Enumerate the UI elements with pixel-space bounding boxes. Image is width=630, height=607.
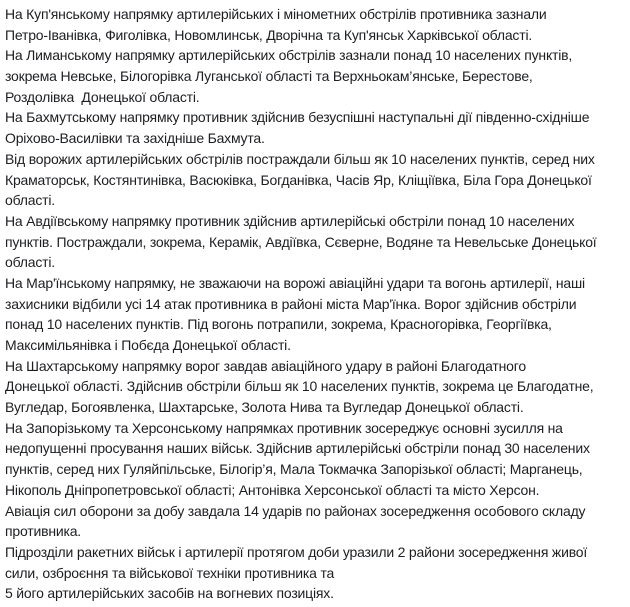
text-line: Максимільянівка і Побєда Донецької області. [5,337,291,353]
text-line: захисники відбили усі 14 атак противника в районі міста Мар'їнка. Ворог здійснив обстріли [5,295,577,312]
text-line: На Шахтарському напрямку ворог завдав авіаційного удару в районі Благодатного [5,357,526,374]
report-paragraph-shakhtarske-direction [5,356,625,418]
text-line: На Авдіївському напрямку противник здійснив артилерійські обстріли понад 10 населених [5,212,575,229]
text-line: Вугледар, Богоявленка, Шахтарське, Золота Нива та Вугледар Донецької області. [5,399,524,416]
text-line: пунктів. Постраждали, зокрема, Керамік, Авдіївка, Сєверне, Водяне та Невельське Донецької [5,233,597,250]
text-line: На Запорізькому та Херсонському напрямках противник зосереджує основні зусилля на [5,419,563,436]
text-line: На Куп'янському напрямку артилерійських і мінометних обстрілів противника зазнали [5,6,547,22]
text-line: На Мар'їнському напрямку, не зважаючи на ворожі авіаційні удари та вогонь артилерії, наші [5,274,585,291]
text-line: Краматорськ, Костянтинівка, Васюківка, Богданівка, Часів Яр, Кліщіївка, Біла Гора Донецької [5,171,592,188]
text-line: Від ворожих артилерійських обстрілів постраждали більш як 10 населених пунктів, серед них [5,150,595,167]
report-paragraph-aviation-and-artillery-strikes [5,501,625,604]
text-line: пунктів, серед них Гуляйпільське, Білогір’я, Мала Токмачка Запорізької області; Марганець, [5,461,583,478]
text-line: Оріхово-Василівки та західніше Бахмута. [5,130,265,147]
report-paragraph-lyman-direction [5,45,625,107]
report-paragraph-kupiansk-direction [5,4,625,45]
text-line: недопущенні просування наших військ. Здійснив артилерійські обстріли понад 30 населених [5,440,590,457]
report-paragraph-bakhmut-direction [5,107,625,210]
text-line: сили, озброєння та військової техніки противника та [5,564,335,581]
report-paragraph-marinka-direction [5,273,625,356]
text-line: противника. [5,523,81,540]
text-line: області. [5,192,55,209]
text-line: 5 його артилерійських засобів на вогневих позиціях. [5,585,334,602]
text-line: Підрозділи ракетних військ і артилерії протягом доби уразили 2 райони зосередження живої [5,543,588,560]
report-paragraph-avdiivka-direction [5,211,625,273]
text-line: Роздолівка Донецької області. [5,88,200,105]
text-line: зокрема Невське, Білогорівка Луганської області та Верхньокам’янське, Берестове, [5,68,533,85]
text-line: Донецької області. Здійснив обстріли більш як 10 населених пунктів, зокрема це Благодатне, [5,378,594,395]
text-line: Нікополь Дніпропетровської області; Антонівка Херсонської області та місто Херсон. [5,481,540,498]
text-line: понад 10 населених пунктів. Під вогонь потрапили, зокрема, Красногорівка, Георгіївка, [5,316,552,333]
text-line: Авіація сил оборони за добу завдала 14 ударів по районах зосередження особового складу [5,502,586,519]
text-line: області. [5,254,55,271]
text-line: На Лиманському напрямку артилерійських обстрілів зазнали понад 10 населених пунктів, [5,47,573,64]
text-line: Петро-Іванівка, Фиголівка, Новомлинськ, Дворічна та Куп'янськ Харківської області. [5,26,533,43]
text-line: На Бахмутському напрямку противник здійснив безуспішні наступальні дії південно-східніше [5,109,590,126]
report-paragraph-zaporizhzhia-kherson-direction [5,418,625,501]
